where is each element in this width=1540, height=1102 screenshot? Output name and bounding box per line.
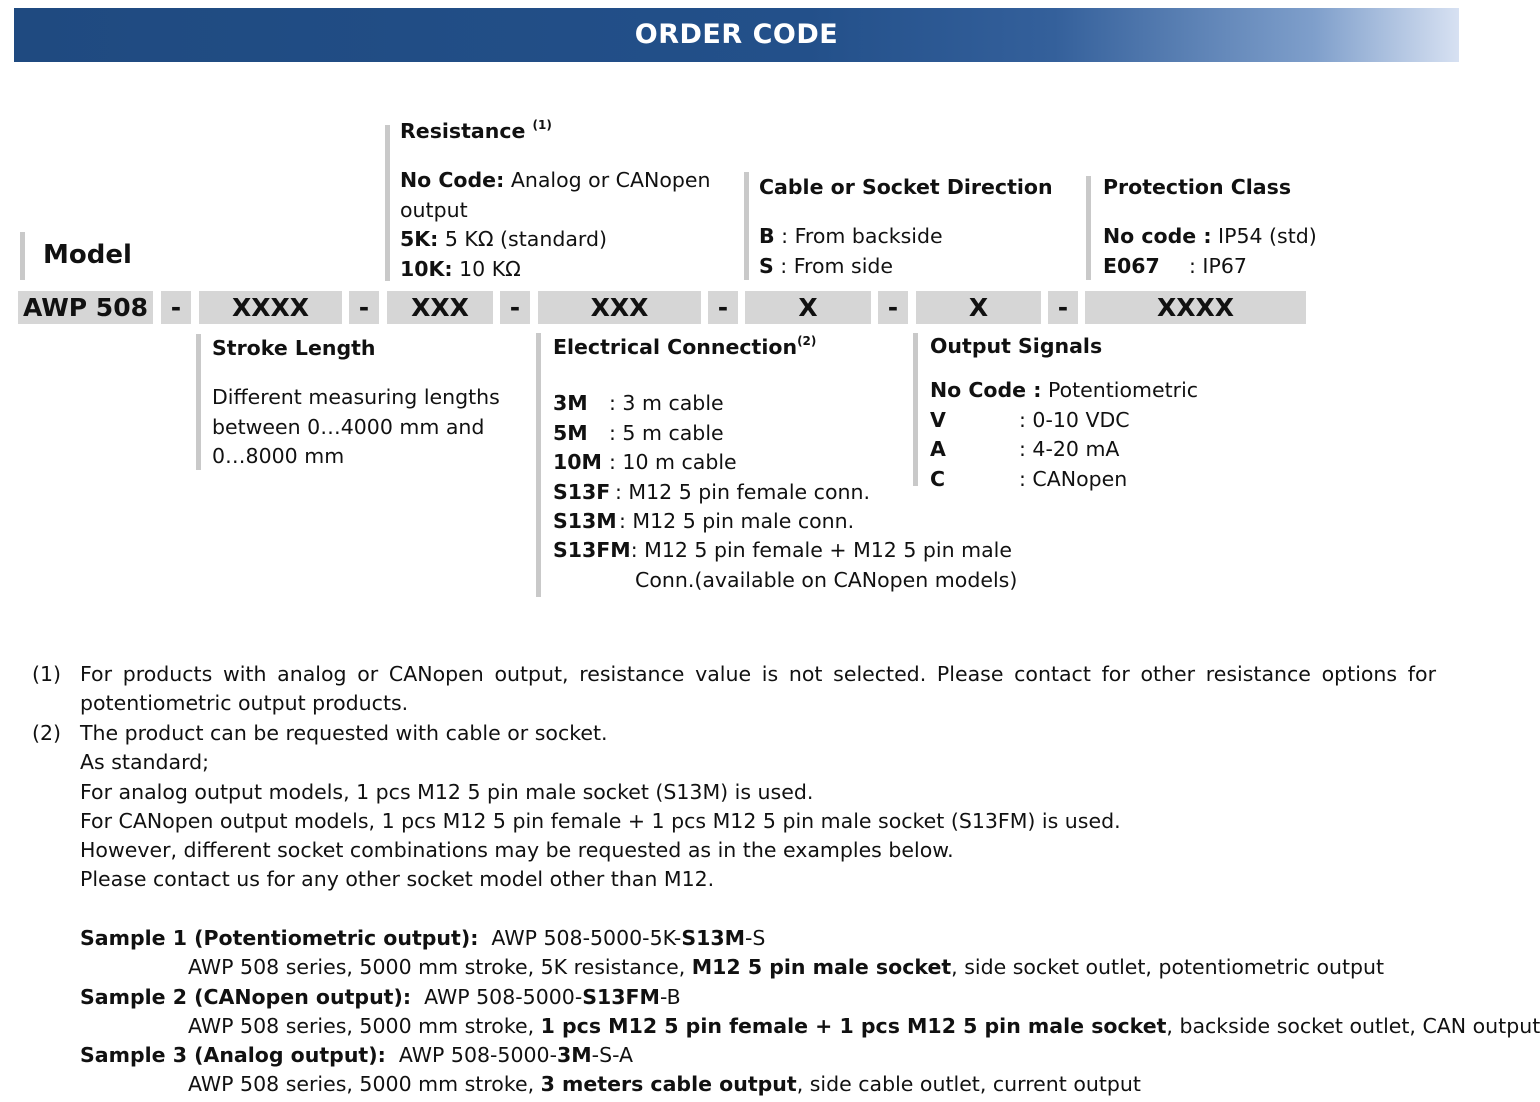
cable-direction-title: Cable or Socket Direction: [759, 175, 1053, 199]
code-resistance-cell: XXX: [387, 291, 493, 324]
resistance-line: No Code: Analog or CANopen: [400, 168, 711, 193]
code-separator: -: [161, 291, 191, 324]
footnote-line: For CANopen output models, 1 pcs M12 5 pin female + 1 pcs M12 5 pin male socket (S13FM) is used.: [80, 808, 1121, 833]
code-separator: -: [878, 291, 908, 324]
page-title: ORDER CODE: [634, 19, 839, 50]
code-separator: -: [349, 291, 379, 324]
electrical-line: Conn.(available on CANopen models): [635, 567, 1018, 592]
stroke-line: Different measuring lengths: [212, 385, 500, 410]
code-separator: -: [500, 291, 530, 324]
cable-direction-line: B : From backside: [759, 224, 943, 249]
sample-1-description: AWP 508 series, 5000 mm stroke, 5K resistance, M12 5 pin male socket, side socket outlet, potentiometric output: [188, 955, 1385, 980]
electrical-line: 3M : 3 m cable: [553, 391, 724, 416]
electrical-line: S13F : M12 5 pin female conn.: [553, 479, 870, 504]
electrical-line: S13M : M12 5 pin male conn.: [553, 509, 855, 534]
resistance-block: [400, 117, 710, 284]
sample-3-code: Sample 3 (Analog output): AWP 508-5000-3M-S-A: [80, 1043, 634, 1068]
stroke-title: Stroke Length: [212, 336, 376, 360]
protection-divider: [1086, 176, 1091, 280]
cable-direction-divider: [744, 172, 749, 280]
footnote-line: However, different socket combinations may be requested as in the examples below.: [80, 838, 954, 863]
cable-direction-block: [759, 173, 1053, 281]
header-banner: [14, 8, 1459, 62]
electrical-divider: [536, 333, 541, 597]
footnote-1: [32, 660, 1436, 720]
stroke-line: 0…8000 mm: [212, 444, 345, 469]
footnote-line: The product can be requested with cable or socket.: [80, 721, 608, 745]
electrical-line: 5M : 5 m cable: [553, 420, 724, 445]
resistance-line: output: [400, 197, 468, 222]
output-title: Output Signals: [930, 334, 1103, 358]
model-divider: [20, 232, 25, 280]
protection-line: E067 : IP67: [1103, 253, 1247, 278]
code-electrical-cell: XXX: [538, 291, 701, 324]
output-divider: [913, 333, 918, 486]
code-output-cell: X: [916, 291, 1041, 324]
sample-1-code: Sample 1 (Potentiometric output): AWP 508-5000-5K-S13M-S: [80, 926, 766, 950]
code-protection-cell: XXXX: [1085, 291, 1306, 324]
code-stroke-cell: XXXX: [199, 291, 342, 324]
footnote-text: For products with analog or CANopen output, resistance value is not selected. Please contact for other resistance options for potentiometric output products.: [80, 662, 1436, 716]
footnote-line: For analog output models, 1 pcs M12 5 pin male socket (S13M) is used.: [80, 779, 814, 804]
output-line: V : 0-10 VDC: [930, 407, 1130, 432]
stroke-block: [212, 334, 500, 472]
samples-section: [80, 924, 1540, 1100]
protection-block: [1103, 173, 1317, 281]
electrical-line: S13FM: M12 5 pin female + M12 5 pin male: [553, 538, 1012, 563]
resistance-line: 10K: 10 KΩ: [400, 256, 521, 281]
stroke-divider: [196, 334, 201, 470]
electrical-title: Electrical Connection$^{(2)}$: [553, 334, 817, 359]
sample-3-description: AWP 508 series, 5000 mm stroke, 3 meters cable output, side cable outlet, current output: [188, 1072, 1141, 1097]
resistance-title: Resistance $^{(1)}$: [400, 118, 552, 143]
code-separator: -: [708, 291, 738, 324]
code-separator: -: [1048, 291, 1078, 324]
footnote-line: Please contact us for any other socket model other than M12.: [80, 867, 715, 892]
footnote-number: (1): [32, 662, 62, 686]
output-line: C : CANopen: [930, 466, 1128, 491]
output-line: No Code : Potentiometric: [930, 378, 1199, 403]
model-label: Model: [43, 240, 132, 270]
code-model-cell: AWP 508: [18, 291, 153, 324]
electrical-line: 10M : 10 m cable: [553, 450, 737, 475]
footnote-2: [32, 719, 1436, 899]
sample-2-description: AWP 508 series, 5000 mm stroke, 1 pcs M12 5 pin female + 1 pcs M12 5 pin male socket, backside socket outlet, CAN output: [188, 1013, 1540, 1038]
stroke-line: between 0…4000 mm and: [212, 414, 485, 439]
footnote-number: (2): [32, 721, 62, 745]
resistance-line: 5K: 5 KΩ (standard): [400, 227, 607, 252]
code-direction-cell: X: [745, 291, 871, 324]
footnote-line: As standard;: [80, 750, 210, 775]
output-line: A : 4-20 mA: [930, 437, 1120, 462]
output-block: [930, 332, 1198, 494]
cable-direction-line: S : From side: [759, 253, 894, 278]
protection-title: Protection Class: [1103, 175, 1292, 199]
protection-line: No code : IP54 (std): [1103, 224, 1317, 249]
sample-2-code: Sample 2 (CANopen output): AWP 508-5000-S13FM-B: [80, 984, 681, 1009]
resistance-divider: [385, 125, 390, 281]
